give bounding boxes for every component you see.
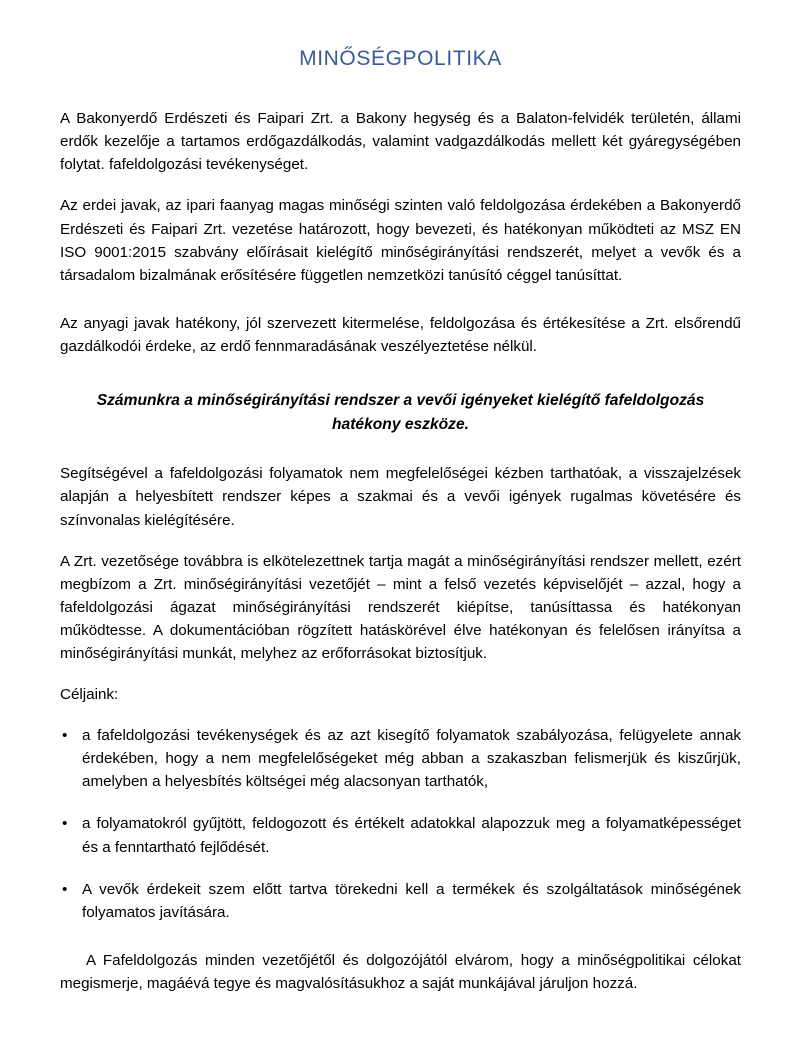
spacer: [60, 924, 741, 949]
goals-list: [60, 724, 741, 924]
list-item: [60, 812, 741, 858]
bullet-icon: •: [62, 880, 68, 898]
list-item-text: A vevők érdekeit szem előtt tartva törekedni kell a termékek és szolgáltatások minőségének folyamatos javítására.: [82, 880, 741, 921]
document-body: [60, 0, 741, 995]
spacer: [60, 532, 741, 550]
paragraph-economic-interest: Az anyagi javak hatékony, jól szervezett kitermelése, feldolgozása és értékesítése a Zrt. elsőrendű gazdálkodói érdeke, az erdő fennmaradásának veszélyeztetése nélkül.: [60, 314, 741, 355]
goals-heading: Céljaink:: [60, 686, 119, 704]
paragraph-intro: A Bakonyerdő Erdészeti és Faipari Zrt. a Bakony hegység és a Balaton-felvidék területén, állami erdők kezelője a tartamos erdőgazdálkodás, valamint vadgazdálkodás mellett két gyáregységében folytat. fafeldolgozási tevékenységet.: [60, 110, 741, 174]
spacer: [60, 176, 741, 194]
paragraph-iso-commitment: Az erdei javak, az ipari faanyag magas minőségi szinten való feldolgozása érdekében a Bakonyerdő Erdészeti és Faipari Zrt. vezetése határozott, hogy bevezeti, és hatékonyan működteti az MSZ EN ISO 9001:2015 szabvány előírásait kielégítő minőségirányítási rendszerét, melyet a vevők és a társadalom bizalmának erősítésére független nemzetközi tanúsító céggel tanúsíttat.: [60, 197, 741, 284]
page-title: MINŐSÉGPOLITIKA: [299, 47, 502, 70]
spacer: [60, 665, 741, 683]
spacer: [60, 71, 741, 107]
list-item: [60, 878, 741, 924]
bullet-icon: •: [62, 727, 68, 745]
paragraph-feedback-system: Segítségével a fafeldolgozási folyamatok nem megfelelőségei kézben tarthatóak, a visszajelzések alapján a helyesbített rendszer képes a szakmai és a vevői igények rugalmas követésére és színvonalas kielégítésére.: [60, 465, 741, 529]
spacer: [60, 358, 741, 389]
spacer: [60, 287, 741, 312]
spacer: [60, 437, 741, 462]
paragraph-management-mandate: A Zrt. vezetősége továbbra is elkötelezettnek tartja magát a minőségirányítási rendszer mellett, ezért megbízom a Zrt. minőségirányítási vezetőjét – mint a felső vezetés képviselőjét – azzal, hogy a fafeldolgozási ágazat minőségirányítási rendszerét kiépítse, tanúsíttassa és hatékonyan működtesse. A dokumentációban rögzített hatáskörével élve hatékonyan és felelősen irányítsa a minőségirányítási munkát, melyhez az erőforrásokat biztosítjuk.: [60, 552, 741, 662]
paragraph-closing: A Fafeldolgozás minden vezetőjétől és dolgozójától elvárom, hogy a minőségpolitikai célokat megismerje, magáévá tegye és magvalósításukhoz a saját munkájával járuljon hozzá.: [60, 951, 741, 992]
bullet-icon: •: [62, 815, 68, 833]
highlighted-statement: Számunkra a minőségirányítási rendszer a vevői igényeket kielégítő fafeldolgozás hatékony eszköze.: [96, 392, 705, 434]
spacer: [60, 706, 741, 724]
list-item-text: a folyamatokról gyűjtött, feldogozott és értékelt adatokkal alapozzuk meg a folyamatképességet és a fenntartható fejlődését.: [82, 815, 741, 856]
list-item-text: a fafeldolgozási tevékenységek és az azt kisegítő folyamatok szabályozása, felügyelete annak érdekében, hogy a nem megfelelőségeket még abban a szakaszban felismerjük és kiszűrjük, amelyben a helyesbítés költségei még alacsonyan tarthatók,: [82, 727, 741, 791]
list-item: [60, 724, 741, 793]
